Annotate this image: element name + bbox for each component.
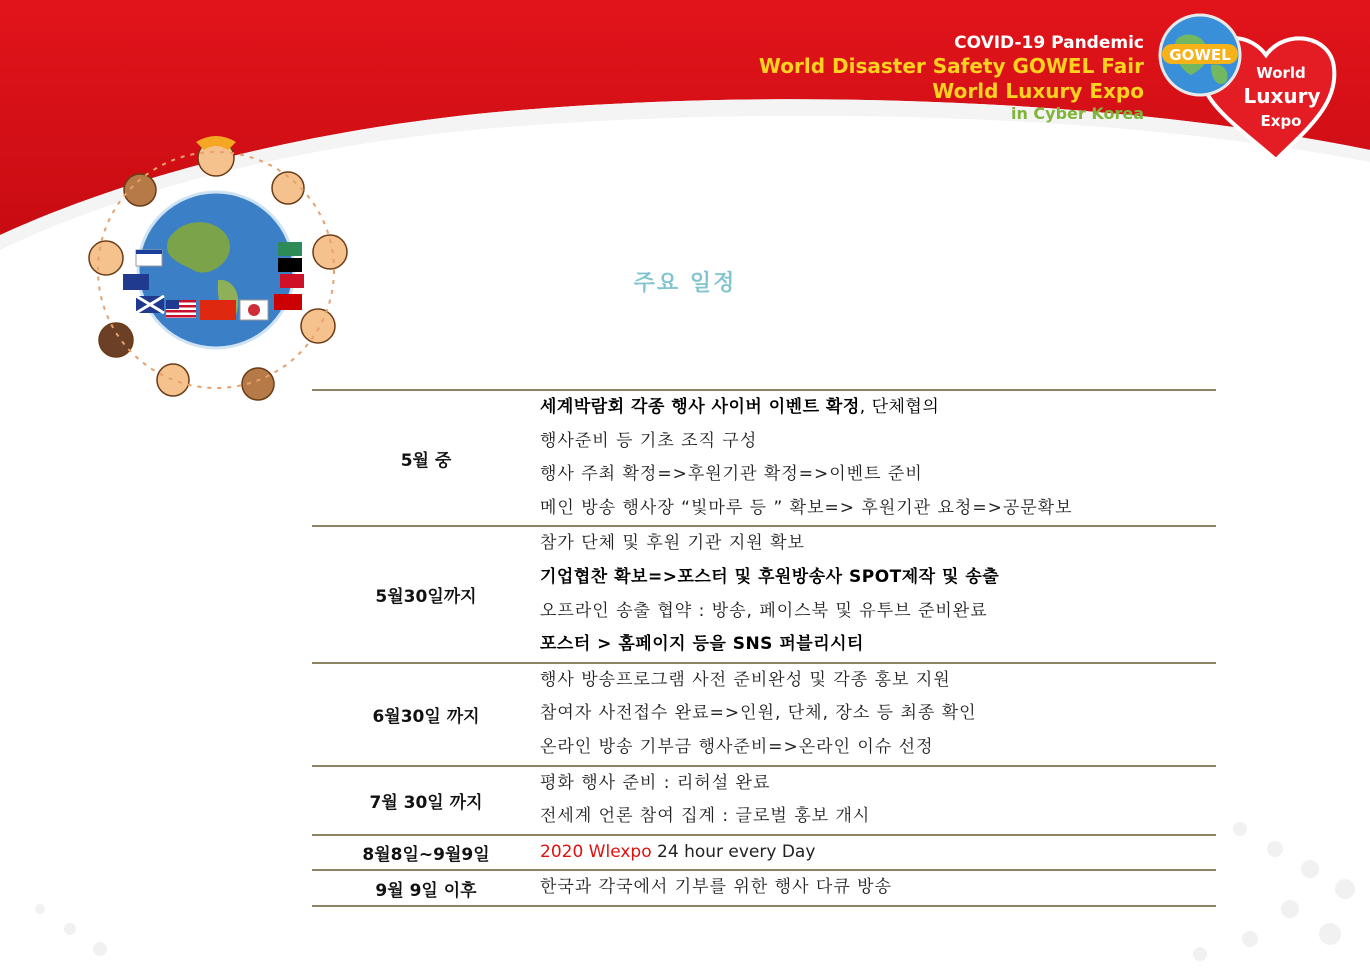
header-line-4: in Cyber Korea: [1010, 104, 1144, 124]
heart-text-luxury: Luxury: [1243, 84, 1321, 108]
schedule-item: [540, 628, 1216, 662]
page-title: 주요 일정: [633, 271, 737, 296]
schedule-item: [540, 425, 1216, 459]
schedule-item-text: 참가 단체 및 후원 기관 지원 확보: [540, 533, 805, 554]
schedule-item-text: 세계박람회 각종 행사 사이버 이벤트 확정: [540, 397, 860, 417]
schedule-item-text: 한국과 각국에서 기부를 위한 행사 다큐 방송: [540, 877, 893, 898]
schedule-date: 9월 9일 이후: [375, 880, 477, 901]
schedule-item-text: 메인 방송 행사장 “빛마루 등 ” 확보=> 후원기관 요청=>공문확보: [540, 497, 1073, 518]
schedule-date: 8월8일~9월9일: [362, 845, 490, 866]
schedule-item-text: 전세계 언론 참여 집계 : 글로벌 홍보 개시: [540, 806, 871, 827]
schedule-row: [312, 869, 1216, 907]
schedule-row: [312, 525, 1216, 661]
header-line-3: World Luxury Expo: [932, 79, 1144, 104]
schedule-item: [540, 492, 1216, 526]
schedule-item: [540, 664, 1216, 698]
schedule-item: [540, 767, 1216, 801]
header-line-2: World Disaster Safety GOWEL Fair: [758, 54, 1144, 79]
schedule-date: 5월 중: [400, 450, 452, 471]
schedule-table: [312, 389, 1216, 907]
schedule-item-highlight: 2020 Wlexpo: [540, 841, 652, 862]
schedule-item: [540, 697, 1216, 731]
schedule-item: [540, 836, 1216, 870]
header-line-1: COVID-19 Pandemic: [954, 33, 1144, 53]
schedule-item-text: 포스터 > 홈페이지 등을 SNS 퍼블리시티: [540, 634, 864, 655]
schedule-row: [312, 389, 1216, 525]
schedule-item-text: 오프라인 송출 협약 : 방송, 페이스북 및 유투브 준비완료: [540, 600, 988, 621]
schedule-item: [540, 595, 1216, 629]
schedule-row: [312, 834, 1216, 870]
schedule-item: [540, 800, 1216, 834]
schedule-row: [312, 662, 1216, 765]
schedule-date: 6월30일 까지: [372, 706, 480, 727]
schedule-item-text: 온라인 방송 기부금 행사준비=>온라인 이슈 선정: [540, 736, 934, 757]
schedule-date: 5월30일까지: [375, 587, 477, 608]
schedule-item: [540, 458, 1216, 492]
schedule-item-text: 행사 주최 확정=>후원기관 확정=>이벤트 준비: [540, 464, 923, 485]
schedule-date: 7월 30일 까지: [369, 792, 483, 813]
schedule-item-text: 24 hour every Day: [651, 841, 816, 862]
schedule-item: [540, 561, 1216, 595]
schedule-item-text: 평화 행사 준비 : 리허설 완료: [540, 772, 771, 793]
header-title-block: [759, 33, 1144, 124]
schedule-item-text: 참여자 사전접수 완료=>인원, 단체, 장소 등 최종 확인: [540, 703, 977, 724]
gowel-expo-logo: [1156, 10, 1346, 170]
schedule-item: [540, 731, 1216, 765]
schedule-item: [540, 391, 1216, 425]
schedule-row: [312, 765, 1216, 834]
globe-text-gowel: GOWEL: [1169, 46, 1231, 64]
heart-text-world: World: [1256, 64, 1306, 82]
schedule-item: [540, 871, 1216, 905]
schedule-item-text: 기업협찬 확보=>포스터 및 후원방송사 SPOT제작 및 송출: [540, 566, 1000, 587]
schedule-item-suffix: , 단체협의: [859, 397, 940, 417]
schedule-item-text: 행사준비 등 기초 조직 구성: [540, 430, 758, 451]
heart-text-expo: Expo: [1260, 112, 1302, 130]
schedule-item-text: 행사 방송프로그램 사전 준비완성 및 각종 홍보 지원: [540, 669, 951, 690]
schedule-item: [540, 527, 1216, 561]
